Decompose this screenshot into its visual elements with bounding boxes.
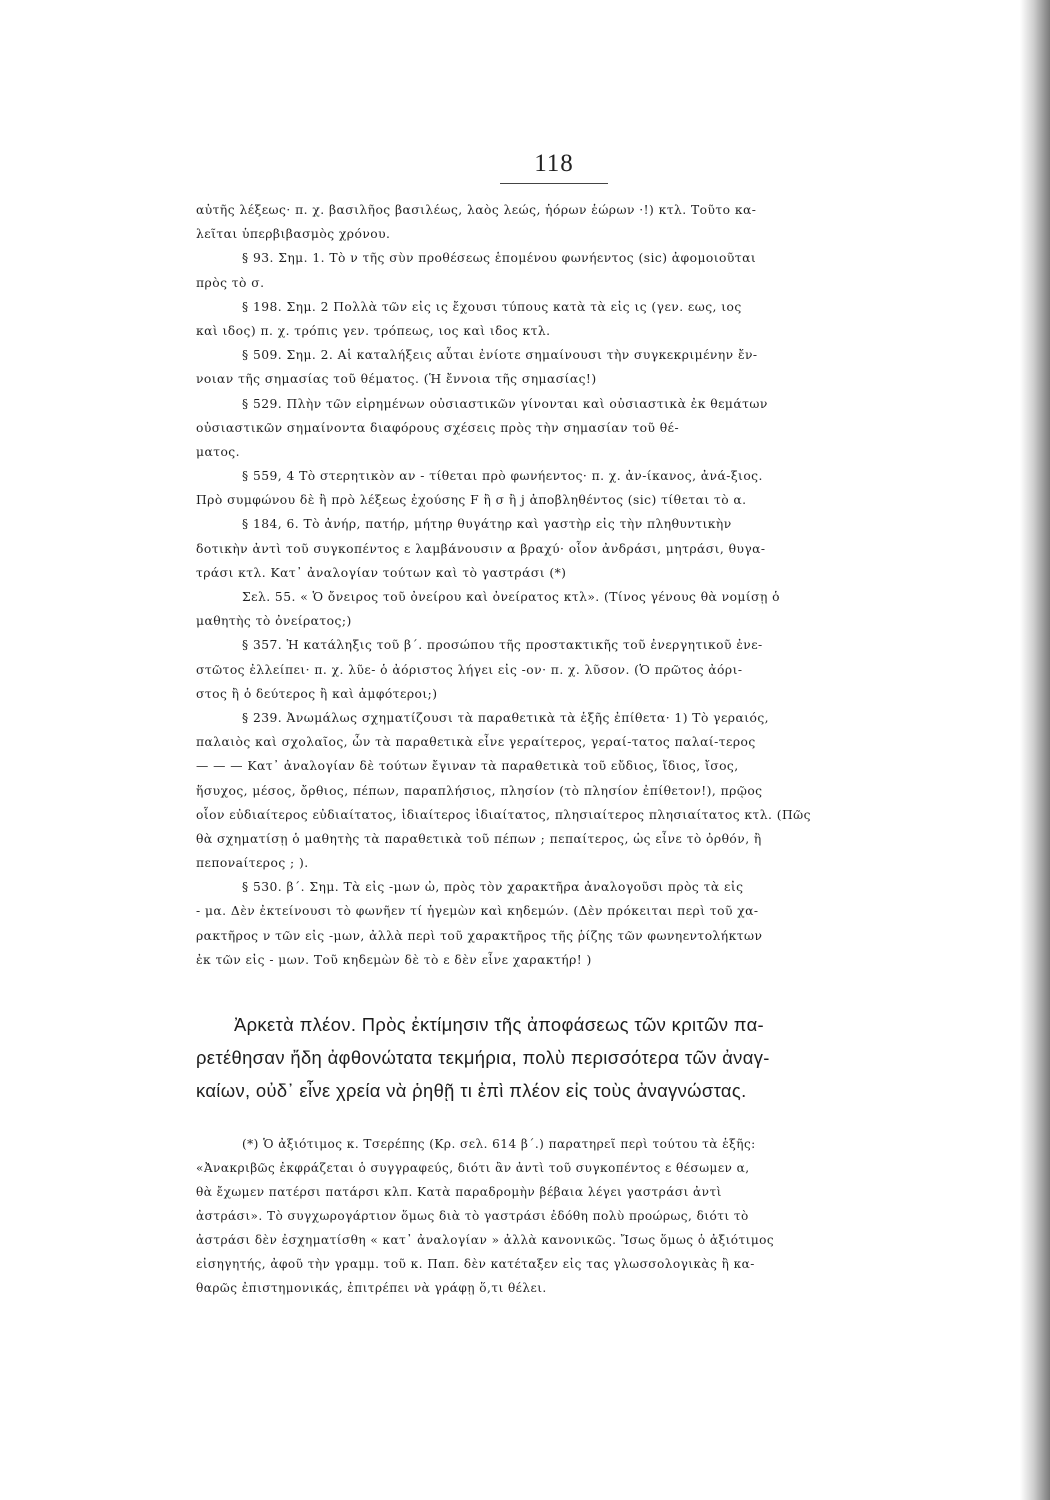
footnote-line: «Ἀνακριβῶς ἐκφράζεται ὁ συγγραφεύς, διότι ἂν ἀντὶ τοῦ συγκοπέντος ε θέσωμεν α, (196, 1161, 750, 1175)
closing-line: Ἀρκετὰ πλέον. Πρὸς ἐκτίμησιν τῆς ἀποφάσεως τῶν κριτῶν πα- (234, 1014, 765, 1035)
footnote-line: εἰσηγητής, ἀφοῦ τὴν γραμμ. τοῦ κ. Παπ. δὲν κατέταξεν εἰς τας γλωσσολογικὰς ἢ κα- (196, 1257, 755, 1271)
footnote (196, 1132, 896, 1300)
body-line: ἐκ τῶν εἰς - μων. Τοῦ κηδεμὼν δὲ τὸ ε δὲν εἶνε χαρακτήρ! ) (196, 952, 592, 967)
body-line: θὰ σχηματίσῃ ὁ μαθητὴς τὰ παραθετικὰ τοῦ πέπων ; πεπαίτερος, ὡς εἶνε τὸ ὀρθόν, ἢ (196, 831, 762, 846)
body-line: παλαιὸς καὶ σχολαῖος, ὧν τὰ παραθετικὰ εἶνε γεραίτερος, γεραί-τατος παλαί-τερος (196, 735, 756, 750)
body-line: δοτικὴν ἀντὶ τοῦ συγκοπέντος ε λαμβάνουσιν α βραχύ· οἷον ἀνδράσι, μητράσι, θυγα- (196, 541, 766, 556)
body-line: § 509. Σημ. 2. Αἱ καταλήξεις αὗται ἐνίοτε σημαίνουσι τὴν συγκεκριμένην ἔν- (242, 348, 758, 363)
body-line: § 529. Πλὴν τῶν εἰρημένων οὐσιαστικῶν γίνονται καὶ οὐσιαστικὰ ἐκ θεμάτων (242, 396, 768, 411)
body-text (196, 198, 896, 972)
closing-line: ρετέθησαν ἤδη ἀφθονώτατα τεκμήρια, πολὺ περισσότερα τῶν ἀναγ- (196, 1047, 770, 1068)
body-line: § 530. β΄. Σημ. Τὰ εἰς -μων ὠ, πρὸς τὸν χαρακτῆρα ἀναλογοῦσι πρὸς τὰ εἰς (242, 880, 744, 895)
body-line: οἷον εὐδιαίτερος εὐδιαίτατος, ἰδιαίτερος ἰδιαίτατος, πλησιαίτερος πλησιαίτατος κτλ. (Πῶς (196, 807, 812, 822)
body-line: πρὸς τὸ σ. (196, 275, 265, 290)
closing-paragraph (196, 1008, 896, 1107)
body-line: ρακτῆρος ν τῶν εἰς -μων, ἀλλὰ περὶ τοῦ χαρακτῆρος τῆς ῥίζης τῶν φωνηεντολήκτων (196, 928, 763, 943)
body-line: οὐσιαστικῶν σημαίνοντα διαφόρους σχέσεις πρὸς τὴν σημασίαν τοῦ θέ- (196, 420, 680, 435)
footnote-line: ἀστράσι». Τὸ συγχωρογάρτιον ὅμως διὰ τὸ γαστράσι ἐδόθη πολὺ προώρως, διότι τὸ (196, 1209, 749, 1223)
body-line: τράσι κτλ. Κατ᾽ ἀναλογίαν τούτων καὶ τὸ γαστράσι (*) (196, 565, 567, 580)
body-line: § 239. Ἀνωμάλως σχηματίζουσι τὰ παραθετικὰ τὰ ἑξῆς ἐπίθετα· 1) Τὸ γεραιός, (242, 710, 770, 725)
closing-line: καίων, οὐδ᾽ εἶνε χρεία νὰ ῥηθῇ τι ἐπὶ πλέον εἰς τοὺς ἀναγνώστας. (196, 1080, 747, 1101)
body-line: — — — Κατ᾽ ἀναλογίαν δὲ τούτων ἔγιναν τὰ παραθετικὰ τοῦ εὔδιος, ἴδιος, ἴσος, (196, 759, 739, 774)
footnote-line: θὰ ἔχωμεν πατέρσι πατάρσι κλπ. Κατὰ παραδρομὴν βέβαια λέγει γαστράσι ἀντὶ (196, 1185, 722, 1199)
body-line: καὶ ιδος) π. χ. τρόπις γεν. τρόπεως, ιος καὶ ιδος κτλ. (196, 323, 551, 338)
body-line: § 198. Σημ. 2 Πολλὰ τῶν εἰς ις ἔχουσι τύπους κατὰ τὰ εἰς ις (γεν. εως, ιος (242, 299, 742, 314)
footnote-line: ἀστράσι δὲν ἐσχηματίσθη « κατ᾽ ἀναλογίαν » ἀλλὰ κανονικῶς. Ἴσως ὅμως ὁ ἀξιότιμος (196, 1233, 775, 1247)
body-line: αὐτῆς λέξεως· π. χ. βασιλῆος βασιλέως, λαὸς λεώς, ἡόρων ἑώρων ·!) κτλ. Τοῦτο κα- (196, 203, 757, 217)
body-line: ματος. (196, 444, 240, 459)
body-line: § 93. Σημ. 1. Τὸ ν τῆς σὺν προθέσεως ἑπομένου φωνήεντος (sic) ἀφομοιοῦται (242, 251, 757, 266)
footnote-line: (*) Ὁ ἀξιότιμος κ. Τσερέπης (Κρ. σελ. 614 β΄.) παρατηρεῖ περὶ τούτου τὰ ἑξῆς: (242, 1137, 756, 1151)
body-line: § 357. Ἡ κατάληξις τοῦ β΄. προσώπου τῆς προστακτικῆς τοῦ ἐνεργητικοῦ ἐνε- (242, 638, 763, 653)
body-line: § 184, 6. Τὸ ἀνήρ, πατήρ, μήτηρ θυγάτηρ καὶ γαστὴρ εἰς τὴν πληθυντικὴν (242, 517, 732, 532)
body-line: ἥσυχος, μέσος, ὄρθιος, πέπων, παραπλήσιος, πλησίον (τὸ πλησίον ἐπίθετον!), πρῷος (196, 783, 763, 798)
page-number-rule (500, 183, 608, 184)
body-line: πεπονaίτερος ; ). (196, 856, 309, 871)
body-line: λεῖται ὑπερβιβασμὸς χρόνου. (196, 227, 391, 242)
body-line: Σελ. 55. « Ὁ ὄνειρος τοῦ ὀνείρου καὶ ὀνείρατος κτλ». (Τίνος γένους θὰ νομίσῃ ὁ (242, 590, 781, 604)
body-line: νοιαν τῆς σημασίας τοῦ θέματος. (Ἡ ἔννοια τῆς σημασίας!) (196, 372, 597, 387)
body-line: - μα. Δὲν ἐκτείνουσι τὸ φωνῆεν τί ἡγεμὼν καὶ κηδεμών. (Δὲν πρόκειται περὶ τοῦ χα- (196, 904, 759, 919)
body-line: στος ἢ ὁ δεύτερος ἢ καὶ ἀμφότεροι;) (196, 686, 438, 701)
body-line: Πρὸ συμφώνου δὲ ἢ πρὸ λέξεως ἐχούσης F ἢ σ ἢ j ἀποβληθέντος (sic) τίθεται τὸ α. (196, 493, 747, 508)
page-number: 118 (534, 150, 574, 177)
body-line: § 559, 4 Τὸ στερητικὸν αν - τίθεται πρὸ φωνήεντος· π. χ. ἀν-ίκανος, ἀνά-ξιος. (242, 469, 763, 484)
body-line: μαθητὴς τὸ ὀνείρατος;) (196, 614, 352, 629)
footnote-line: θαρῶς ἐπιστημονικάς, ἐπιτρέπει νὰ γράφῃ ὅ,τι θέλει. (196, 1281, 547, 1295)
body-line: στῶτος ἐλλείπει· π. χ. λῦε- ὁ ἀόριστος λήγει εἰς -ον· π. χ. λῦσον. (Ὁ πρῶτος ἀόρι- (196, 662, 743, 677)
scan-edge-shadow (1020, 0, 1050, 1500)
